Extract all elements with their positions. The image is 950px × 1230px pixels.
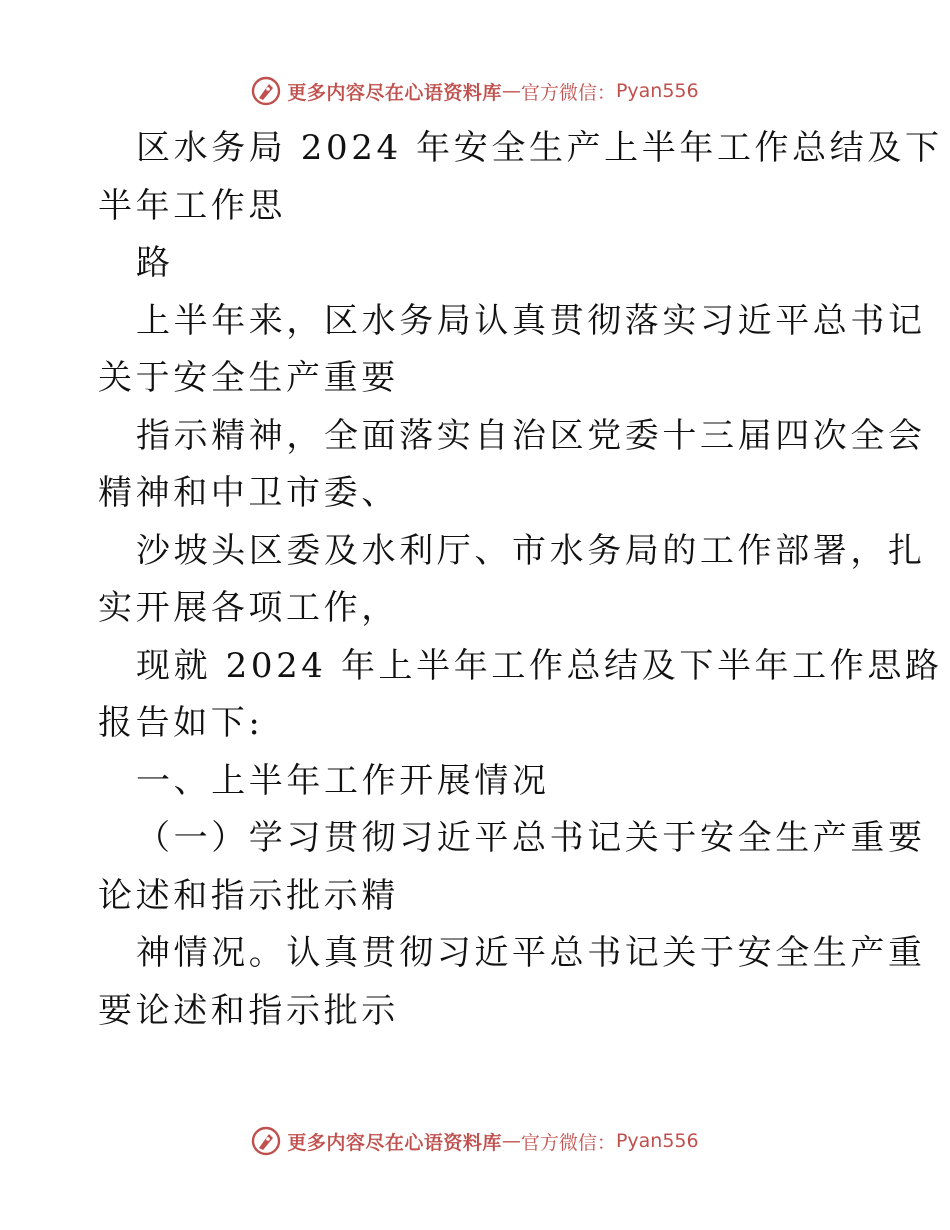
text-line: 精神和中卫市委、	[98, 473, 399, 513]
text-line: 沙坡头区委及水利厅、市水务局的工作部署，扎	[136, 530, 926, 571]
watermark-id: Pyan556	[615, 80, 699, 102]
text-line: 神情况。认真贯彻习近平总书记关于安全生产重	[136, 933, 926, 973]
header-watermark	[0, 71, 950, 111]
watermark-main-text: 更多内容尽在心语资料库	[287, 81, 502, 104]
watermark-dash: —	[501, 80, 521, 102]
watermark-id: Pyan556	[615, 1130, 699, 1152]
text-line: 关于安全生产重要	[98, 358, 399, 398]
text-line: 一、上半年工作开展情况	[136, 760, 550, 801]
document-body	[98, 120, 943, 1040]
watermark-main-text: 更多内容尽在心语资料库	[287, 1131, 502, 1154]
text-line: 实开展各项工作，	[98, 588, 399, 628]
text-line: 指示精神，全面落实自治区党委十三届四次全会	[136, 415, 926, 456]
watermark-sub-text: 官方微信：	[520, 1131, 616, 1154]
text-line: 报告如下:	[98, 703, 264, 743]
watermark-dash: —	[501, 1130, 521, 1152]
text-line: 上半年来，区水务局认真贯彻落实习近平总书记	[136, 300, 926, 341]
text-line: 路	[136, 243, 174, 283]
text-line: （一）学习贯彻习近平总书记关于安全生产重要	[136, 818, 926, 858]
watermark-sub-text: 官方微信：	[520, 81, 616, 104]
text-line: 区水务局 2024 年安全生产上半年工作总结及下	[136, 128, 943, 168]
text-line: 要论述和指示批示	[98, 990, 399, 1031]
footer-watermark	[0, 1121, 950, 1161]
pen-nib-logo-icon	[251, 76, 281, 106]
text-line: 现就 2024 年上半年工作总结及下半年工作思路	[136, 645, 943, 686]
text-line: 半年工作思	[98, 185, 286, 226]
text-line: 论述和指示批示精	[98, 875, 399, 916]
pen-nib-logo-icon	[251, 1126, 281, 1156]
